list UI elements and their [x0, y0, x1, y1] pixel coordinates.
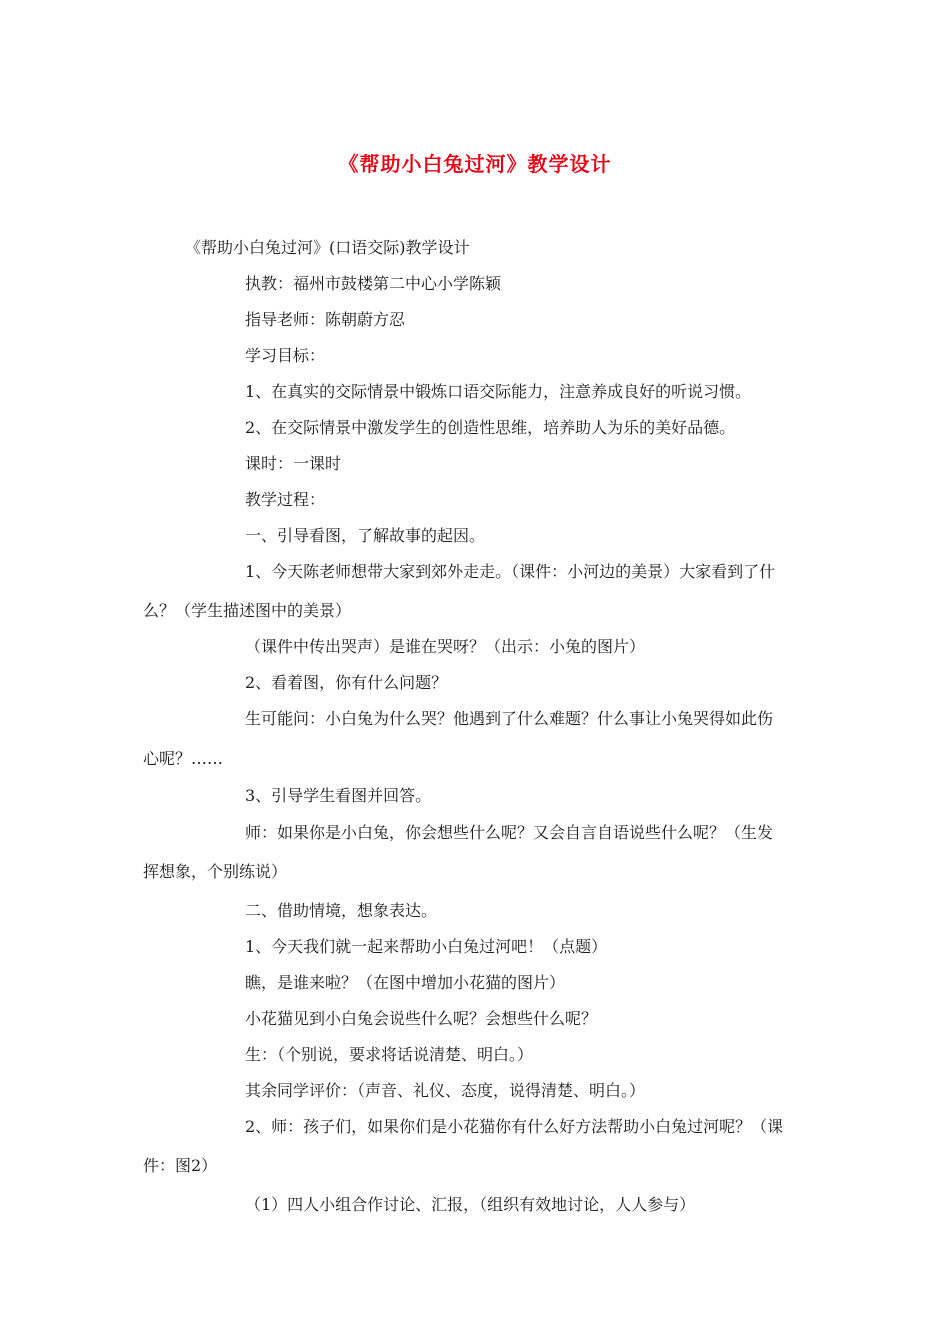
advisor-line: 指导老师：陈朝蔚方忍 [245, 310, 406, 329]
teacher-line: 执教：福州市鼓楼第二中心小学陈颖 [245, 274, 502, 293]
paragraph-line: 2、看着图，你有什么问题？ [245, 673, 448, 692]
process-heading: 教学过程： [245, 490, 326, 509]
goal-1: 1、在真实的交际情景中锻炼口语交际能力，注意养成良好的听说习惯。 [245, 382, 752, 401]
goal-2: 2、在交际情景中激发学生的创造性思维，培养助人为乐的美好品德。 [245, 418, 736, 437]
paragraph-line: 3、引导学生看图并回答。 [245, 786, 432, 805]
paragraph-line: 挥想象，个别练说） [143, 862, 288, 881]
paragraph-line: 师：如果你是小白兔，你会想些什么呢？又会自言自语说些什么呢？（生发 [245, 823, 774, 842]
paragraph-line: 生：（个别说，要求将话说清楚、明白。） [245, 1045, 534, 1064]
goals-heading: 学习目标： [245, 346, 326, 365]
paragraph-line: 1、今天陈老师想带大家到郊外走走。（课件：小河边的美景）大家看到了什 [245, 562, 776, 581]
paragraph-line: 生可能问：小白兔为什么哭？他遇到了什么难题？什么事让小兔哭得如此伤 [245, 709, 774, 728]
section-1-heading: 一、引导看图，了解故事的起因。 [245, 526, 486, 545]
paragraph-line: 么？（学生描述图中的美景） [143, 601, 352, 620]
paragraph-line: （1）四人小组合作讨论、汇报，（组织有效地讨论，人人参与） [245, 1195, 696, 1214]
paragraph-line: 瞧，是谁来啦？（在图中增加小花猫的图片） [245, 973, 566, 992]
paragraph-line: 其余同学评价：（声音、礼仪、态度，说得清楚、明白。） [245, 1081, 646, 1100]
paragraph-line: 1、今天我们就一起来帮助小白兔过河吧！（点题） [245, 937, 608, 956]
class-hours: 课时：一课时 [245, 454, 342, 473]
section-2-heading: 二、借助情境，想象表达。 [245, 901, 438, 920]
paragraph-line: 2、师：孩子们，如果你们是小花猫你有什么好方法帮助小白兔过河呢？（课 [245, 1117, 784, 1136]
paragraph-line: 小花猫见到小白兔会说些什么呢？会想些什么呢？ [245, 1009, 598, 1028]
subtitle-line: 《帮助小白兔过河》(口语交际)教学设计 [185, 238, 470, 257]
paragraph-line: （课件中传出哭声）是谁在哭呀？（出示：小兔的图片） [245, 637, 646, 656]
paragraph-line: 件：图2） [143, 1156, 218, 1175]
document-title: 《帮助小白兔过河》教学设计 [338, 152, 612, 176]
paragraph-line: 心呢？…… [143, 749, 224, 768]
